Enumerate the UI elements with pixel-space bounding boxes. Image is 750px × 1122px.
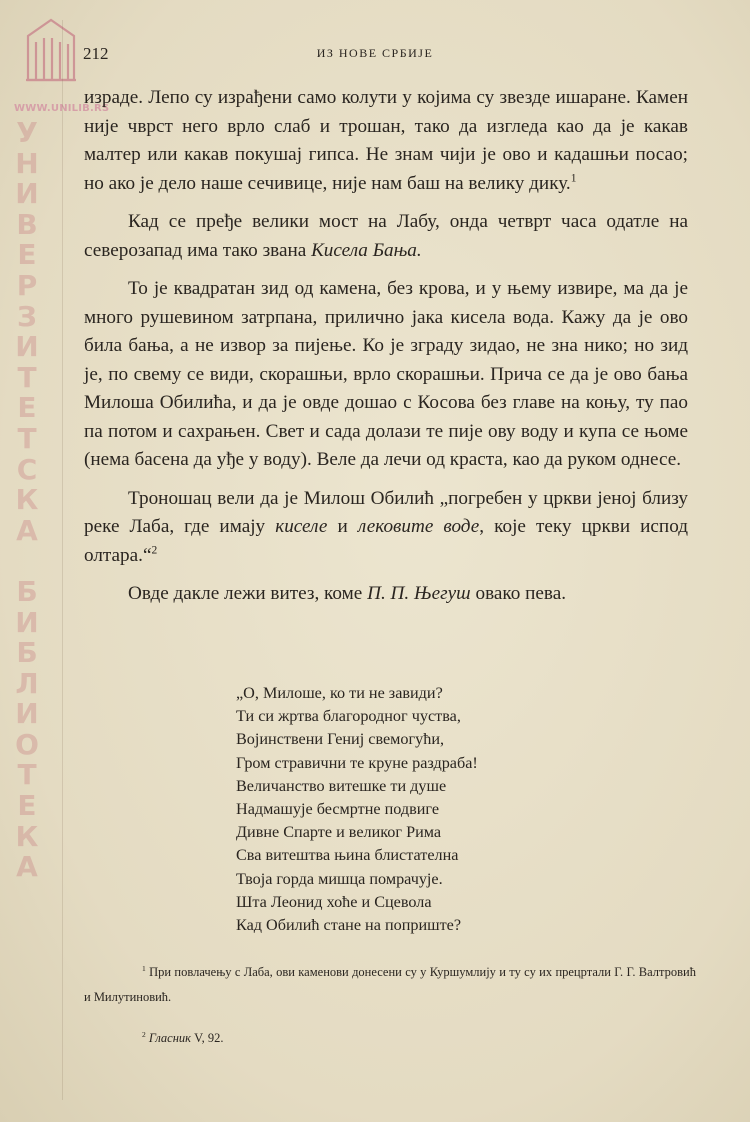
paragraph-3: То је квадратан зид од камена, без крова, и у њему извире, ма да је много рушевином затрпана, прилично јака кисела вода. Кажу да је ово била бања, а не извор за пијење. Ко је зграду зидао, не зна нико; но зид је, по свему се види, скорашњи, врло скорашњи. Прича се да је ово бања Милоша Обилића, и да је овде дошао с Косова без главе на коњу, ту пао па потом и сахрањен. Свет и сада долази те пије ову воду и купа се њоме (нема басена да уђе у воду). Веле да лечи од краста, као да руком однесе.	[84, 278, 688, 470]
footnote-ref-2[interactable]: 2	[151, 544, 158, 557]
footnote-ref-1[interactable]: 1	[570, 172, 577, 185]
poem-line: Војинствени Гениј свемогући,	[236, 730, 445, 749]
watermark-letter: И	[15, 605, 39, 639]
poem-line: Ти си жртва благородног чуства,	[236, 707, 461, 726]
watermark-letter: Т	[17, 360, 37, 394]
watermark-letter: К	[15, 819, 39, 853]
watermark-letter: И	[15, 697, 39, 731]
watermark-letter: А	[16, 850, 38, 884]
watermark-letter: К	[15, 483, 39, 517]
body-text	[84, 84, 688, 619]
watermark-letter: Л	[15, 666, 39, 700]
poem-line: Дивне Спарте и великог Рима	[236, 823, 442, 842]
watermark-letter: И	[15, 330, 39, 364]
poem-line: Твоја горда мишца помрачује.	[236, 869, 443, 888]
watermark-letter: У	[16, 116, 38, 149]
running-title: ИЗ НОВЕ СРБИЈЕ	[316, 46, 434, 60]
watermark-letter: И	[15, 177, 39, 211]
poem-line: Шта Леонид хоће и Сцевола	[236, 892, 432, 911]
paragraph-5: Овде дакле лежи витез, коме П. П. Његуш овако пева.	[128, 583, 567, 604]
library-vertical-watermark	[12, 118, 42, 883]
stamp-url: WWW.UNILIB.RS	[14, 103, 110, 114]
watermark-letter: Р	[16, 268, 38, 302]
page-number: 212	[83, 44, 109, 63]
poem-line: Величанство витешке ти душе	[236, 776, 447, 795]
watermark-letter: Т	[17, 758, 37, 792]
watermark-letter: З	[17, 299, 37, 333]
poem-line: Кад Обилић стане на поприште?	[236, 916, 462, 935]
footnote-1: $^1$ При повлачењу с Лаба, ови каменови донесени су у Куршумлију и ту су их прецртали Г. Г. Валтровић и Милутиновић.	[84, 963, 696, 1004]
poem-line: Надмашује бесмртне подвиге	[236, 800, 440, 819]
watermark-letter: Б	[16, 636, 38, 670]
watermark-letter: С	[16, 452, 38, 486]
watermark-letter: А	[16, 513, 38, 547]
author-name: П. П. Његуш	[367, 583, 471, 604]
watermark-letter: В	[16, 207, 38, 241]
watermark-letter: О	[15, 727, 39, 761]
watermark-letter: Е	[17, 238, 37, 272]
poem-line: „О, Милоше, ко ти не завиди?	[236, 684, 443, 702]
footnotes	[84, 960, 696, 1051]
poem	[236, 682, 478, 937]
paragraph-2: Кад се пређе велики мост на Лабу, онда четврт часа одатле на северозапад има тако звана Кисела Бања.	[84, 211, 688, 261]
paragraph-4: Троношац вели да је Милош Обилић „погребен у цркви јеној близу реке Лаба, где имају киселе и лековите воде, које теку цркви испод олтара.“$^2$	[84, 487, 689, 566]
poem-line: Сва витештва њина блистателна	[236, 846, 459, 865]
watermark-letter	[22, 546, 32, 577]
watermark-letter: Н	[15, 146, 39, 180]
gutter-line	[62, 20, 63, 1100]
place-name: Кисела Бања.	[311, 239, 422, 261]
poem-line: Гром стравични те круне раздраба!	[236, 753, 478, 772]
watermark-letter: Б	[16, 574, 38, 608]
watermark-letter: Е	[17, 391, 37, 425]
watermark-letter: Т	[17, 421, 37, 455]
paragraph-1: израде. Лепо су израђени само колути у којима су звезде ишаране. Камен није чврст него врло слаб и трошан, тако да изгледа као да је какав малтер или какав покушај гипса. Не знам чији је ово и кадашњи посао; но ако је дело наше сечивице, није нам баш на велику дику.$^1$	[84, 87, 688, 194]
watermark-letter: Е	[17, 789, 37, 823]
footnote-2: $^2$ Гласник V, 92.	[142, 1029, 224, 1045]
